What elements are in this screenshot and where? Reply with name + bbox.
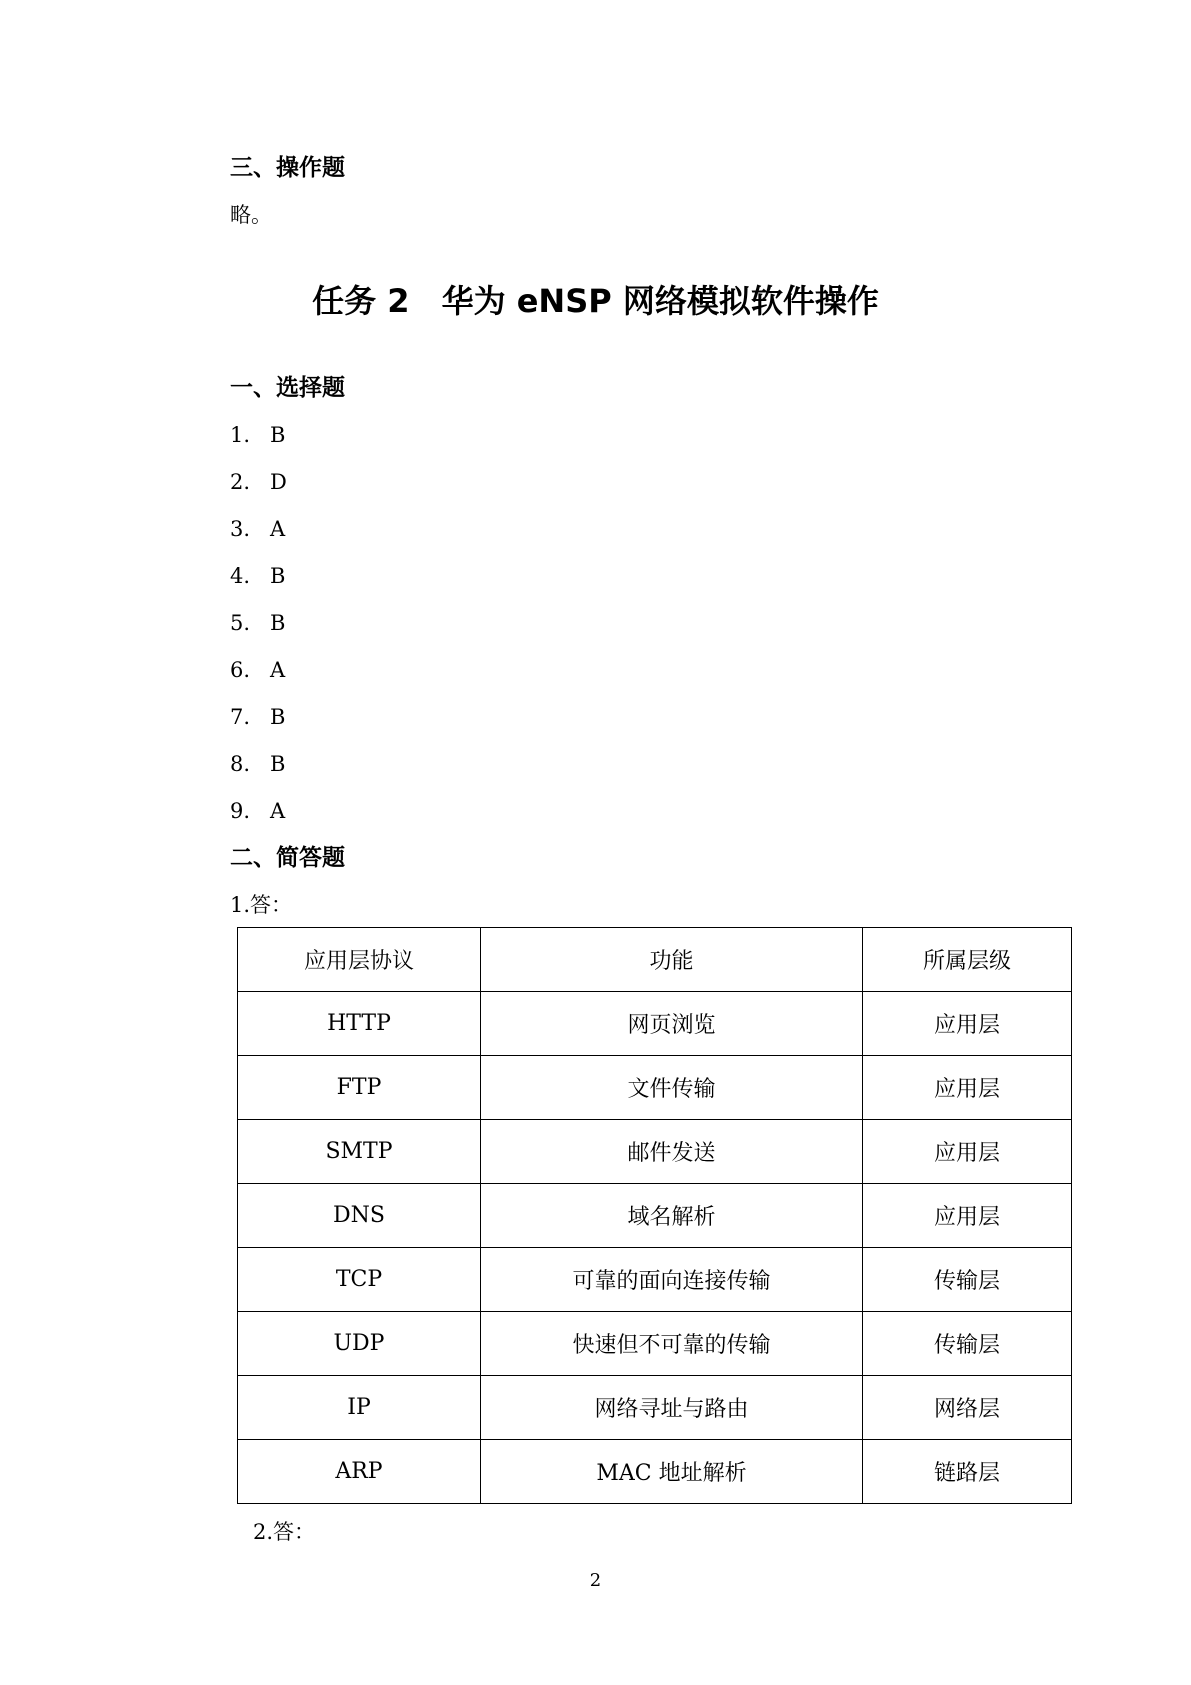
list-item: [230, 702, 287, 749]
choice-answer-list: [230, 420, 287, 843]
layer-cell: 应用层: [863, 1056, 1072, 1120]
function-cell: 文件传输: [481, 1056, 863, 1120]
table-row: [238, 1376, 1072, 1440]
layer-cell: 链路层: [863, 1440, 1072, 1504]
item-answer: A: [270, 799, 286, 823]
item-answer: B: [270, 611, 286, 635]
item-number: 2.: [230, 470, 251, 494]
answer1-label: 1.答：: [230, 893, 293, 917]
function-cell: 邮件发送: [481, 1120, 863, 1184]
layer-cell: 应用层: [863, 1120, 1072, 1184]
table-header-row: [238, 928, 1072, 992]
layer-cell: 应用层: [863, 1184, 1072, 1248]
item-answer: B: [270, 423, 286, 447]
protocol-cell: IP: [238, 1376, 481, 1440]
task-title: 任务 2 华为 eNSP 网络模拟软件操作: [312, 282, 879, 320]
function-cell: 网络寻址与路由: [481, 1376, 863, 1440]
protocol-cell: TCP: [238, 1248, 481, 1312]
protocol-table: [237, 927, 1072, 1504]
layer-cell: 传输层: [863, 1248, 1072, 1312]
table-row: [238, 1440, 1072, 1504]
table-row: [238, 1120, 1072, 1184]
item-number: 9.: [230, 799, 251, 823]
list-item: [230, 561, 287, 608]
table-row: [238, 1184, 1072, 1248]
layer-cell: 传输层: [863, 1312, 1072, 1376]
protocol-cell: DNS: [238, 1184, 481, 1248]
table-row: [238, 1056, 1072, 1120]
list-item: [230, 655, 287, 702]
item-number: 8.: [230, 752, 251, 776]
item-answer: D: [270, 470, 287, 494]
column-header-function: 功能: [481, 928, 863, 992]
item-number: 3.: [230, 517, 251, 541]
list-item: [230, 420, 287, 467]
table-row: [238, 1312, 1072, 1376]
list-item: [230, 749, 287, 796]
layer-cell: 应用层: [863, 992, 1072, 1056]
page-number: 2: [589, 1570, 602, 1591]
table-row: [238, 992, 1072, 1056]
protocol-cell: UDP: [238, 1312, 481, 1376]
item-number: 4.: [230, 564, 251, 588]
item-number: 7.: [230, 705, 251, 729]
item-number: 6.: [230, 658, 251, 682]
section3-text: 略。: [230, 203, 272, 227]
column-header-layer: 所属层级: [863, 928, 1072, 992]
item-answer: B: [270, 752, 286, 776]
protocol-cell: FTP: [238, 1056, 481, 1120]
function-cell: 网页浏览: [481, 992, 863, 1056]
protocol-cell: HTTP: [238, 992, 481, 1056]
protocol-cell: SMTP: [238, 1120, 481, 1184]
function-cell: 快速但不可靠的传输: [481, 1312, 863, 1376]
table-row: [238, 1248, 1072, 1312]
item-answer: A: [270, 517, 286, 541]
list-item: [230, 796, 287, 843]
function-cell: MAC 地址解析: [481, 1440, 863, 1504]
item-answer: B: [270, 705, 286, 729]
section1-heading: 一、选择题: [230, 375, 345, 401]
layer-cell: 网络层: [863, 1376, 1072, 1440]
section2-heading: 二、简答题: [230, 845, 345, 871]
list-item: [230, 608, 287, 655]
list-item: [230, 514, 287, 561]
item-number: 5.: [230, 611, 251, 635]
function-cell: 域名解析: [481, 1184, 863, 1248]
answer2-label: 2.答：: [253, 1520, 316, 1544]
protocol-cell: ARP: [238, 1440, 481, 1504]
item-answer: A: [270, 658, 286, 682]
section3-heading: 三、操作题: [230, 155, 345, 181]
item-number: 1.: [230, 423, 251, 447]
function-cell: 可靠的面向连接传输: [481, 1248, 863, 1312]
column-header-protocol: 应用层协议: [238, 928, 481, 992]
list-item: [230, 467, 287, 514]
item-answer: B: [270, 564, 286, 588]
